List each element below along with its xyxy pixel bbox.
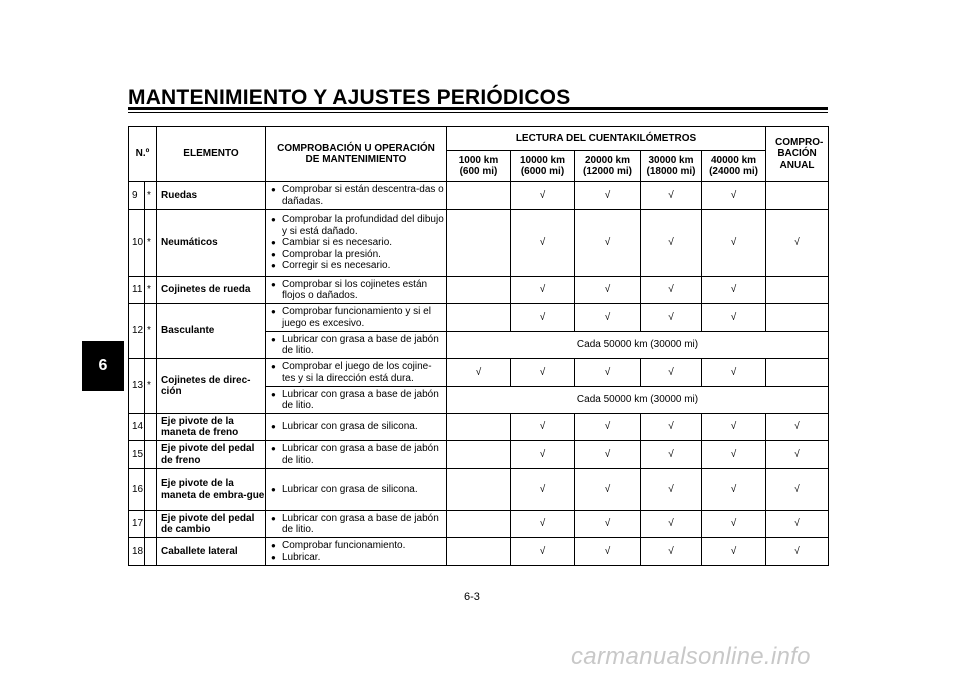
operation-item: ● Lubricar con grasa a base de jabón de litio. <box>270 389 444 412</box>
operation-list <box>270 513 444 536</box>
check-mark: √ <box>702 414 766 441</box>
chapter-tab-marker: 6 <box>82 341 124 391</box>
check-mark: √ <box>641 182 702 210</box>
check-mark: √ <box>641 304 702 332</box>
check-mark: √ <box>575 359 641 387</box>
header-operation: COMPROBACIÓN U OPERACIÓN DE MANTENIMIENTO <box>266 127 447 182</box>
row-star: * <box>145 277 157 304</box>
check-mark: √ <box>575 469 641 511</box>
operation-list <box>270 306 444 329</box>
header-km-value: 1000 km <box>458 154 499 166</box>
operation-item: ● Lubricar con grasa a base de jabón de litio. <box>270 513 444 536</box>
row-operation <box>266 414 447 441</box>
operation-item: ● Corregir si es necesario. <box>270 260 444 272</box>
check-mark: √ <box>702 210 766 277</box>
operation-list <box>270 279 444 302</box>
check-mark: √ <box>766 210 829 277</box>
row-star <box>145 538 157 566</box>
check-mark: √ <box>511 538 575 566</box>
check-mark: √ <box>575 210 641 277</box>
operation-list <box>270 361 444 384</box>
check-mark: √ <box>511 182 575 210</box>
header-km-4 <box>702 151 766 182</box>
row-element: Eje pivote del pedal de cambio <box>157 511 266 538</box>
check-mark: √ <box>766 414 829 441</box>
header-km-value: 30000 km <box>648 154 694 166</box>
page-number: 6-3 <box>464 591 480 603</box>
check-mark: √ <box>702 304 766 332</box>
table-row <box>129 511 829 538</box>
check-cell <box>447 182 511 210</box>
check-mark: √ <box>641 359 702 387</box>
operation-list <box>270 334 444 357</box>
check-cell <box>447 469 511 511</box>
row-star: * <box>145 210 157 277</box>
maintenance-table <box>128 126 829 566</box>
row-operation <box>266 359 447 387</box>
row-operation <box>266 304 447 332</box>
check-mark: √ <box>575 277 641 304</box>
check-cell <box>447 511 511 538</box>
check-mark: √ <box>511 359 575 387</box>
table-row <box>129 182 829 210</box>
operation-item: ● Comprobar la presión. <box>270 249 444 261</box>
check-mark: √ <box>575 538 641 566</box>
row-number: 10 <box>129 210 145 277</box>
table-row <box>129 469 829 511</box>
header-element: ELEMENTO <box>157 127 266 182</box>
row-operation <box>266 210 447 277</box>
check-mark: √ <box>511 441 575 469</box>
row-star: * <box>145 359 157 414</box>
operation-item: ● Comprobar si están descentra-das o dañadas. <box>270 184 444 207</box>
page-title: MANTENIMIENTO Y AJUSTES PERIÓDICOS <box>128 86 571 109</box>
title-rule-thin <box>128 112 828 113</box>
header-mi-value: (600 mi) <box>459 166 498 177</box>
header-mi-value: (6000 mi) <box>520 166 565 177</box>
check-mark: √ <box>641 277 702 304</box>
operation-item: ● Lubricar con grasa de silicona. <box>270 421 444 433</box>
check-cell <box>447 210 511 277</box>
row-number: 9 <box>129 182 145 210</box>
interval-note: Cada 50000 km (30000 mi) <box>447 387 829 414</box>
check-mark: √ <box>702 182 766 210</box>
check-mark: √ <box>575 414 641 441</box>
check-mark: √ <box>511 511 575 538</box>
check-mark: √ <box>641 414 702 441</box>
operation-list <box>270 389 444 412</box>
row-number: 13 <box>129 359 145 414</box>
table-row <box>129 538 829 566</box>
row-star <box>145 441 157 469</box>
check-mark: √ <box>575 441 641 469</box>
check-mark: √ <box>702 359 766 387</box>
operation-item: ● Comprobar el juego de los cojine-tes y si la dirección está dura. <box>270 361 444 384</box>
header-km-value: 20000 km <box>584 154 631 166</box>
row-element: Caballete lateral <box>157 538 266 566</box>
row-operation <box>266 469 447 511</box>
row-operation <box>266 277 447 304</box>
operation-item: ● Cambiar si es necesario. <box>270 237 444 249</box>
check-cell <box>447 304 511 332</box>
header-km-1 <box>511 151 575 182</box>
check-mark: √ <box>766 441 829 469</box>
check-mark: √ <box>575 182 641 210</box>
row-star <box>145 469 157 511</box>
check-cell <box>766 182 829 210</box>
header-km-value: 40000 km <box>711 154 757 166</box>
row-operation <box>266 182 447 210</box>
header-num: N.º <box>129 127 157 182</box>
check-mark: √ <box>511 277 575 304</box>
row-star <box>145 414 157 441</box>
check-mark: √ <box>575 511 641 538</box>
check-cell <box>766 359 829 387</box>
row-star: * <box>145 304 157 359</box>
check-mark: √ <box>702 538 766 566</box>
check-mark: √ <box>575 304 641 332</box>
table-row <box>129 304 829 332</box>
check-mark: √ <box>511 469 575 511</box>
check-mark: √ <box>641 469 702 511</box>
row-operation <box>266 441 447 469</box>
table-row <box>129 210 829 277</box>
check-mark: √ <box>702 469 766 511</box>
header-km-0 <box>447 151 511 182</box>
check-mark: √ <box>511 304 575 332</box>
row-number: 12 <box>129 304 145 359</box>
check-mark: √ <box>641 210 702 277</box>
check-mark: √ <box>511 210 575 277</box>
table-row <box>129 359 829 387</box>
check-mark: √ <box>766 469 829 511</box>
row-operation <box>266 387 447 414</box>
check-mark: √ <box>766 511 829 538</box>
watermark-text: carmanualsonline.info <box>571 643 811 670</box>
operation-item: ● Lubricar con grasa a base de jabón de litio. <box>270 443 444 466</box>
row-operation <box>266 332 447 359</box>
row-number: 11 <box>129 277 145 304</box>
operation-item: ● Comprobar la profundidad del dibujo y si está dañado. <box>270 214 444 237</box>
row-operation <box>266 538 447 566</box>
header-annual: COMPRO-BACIÓN ANUAL <box>766 127 829 182</box>
table-row <box>129 277 829 304</box>
check-mark: √ <box>511 414 575 441</box>
row-element: Neumáticos <box>157 210 266 277</box>
row-element: Eje pivote de la maneta de embra-gue <box>157 469 266 511</box>
operation-list <box>270 214 444 272</box>
check-cell <box>766 277 829 304</box>
table-body <box>129 182 829 566</box>
interval-note: Cada 50000 km (30000 mi) <box>447 332 829 359</box>
operation-item: ● Comprobar funcionamiento y si el juego es excesivo. <box>270 306 444 329</box>
operation-item: ● Lubricar con grasa a base de jabón de litio. <box>270 334 444 357</box>
operation-list <box>270 540 444 563</box>
operation-list <box>270 443 444 466</box>
row-number: 16 <box>129 469 145 511</box>
operation-item: ● Lubricar con grasa de silicona. <box>270 484 444 496</box>
header-km-value: 10000 km <box>519 154 566 166</box>
check-cell <box>447 538 511 566</box>
row-number: 14 <box>129 414 145 441</box>
check-mark: √ <box>641 538 702 566</box>
operation-list <box>270 421 444 433</box>
row-operation <box>266 511 447 538</box>
row-element: Eje pivote de la maneta de freno <box>157 414 266 441</box>
row-element: Cojinetes de rueda <box>157 277 266 304</box>
row-element: Cojinetes de direc-ción <box>157 359 266 414</box>
check-mark: √ <box>641 511 702 538</box>
check-mark: √ <box>702 441 766 469</box>
row-element: Basculante <box>157 304 266 359</box>
check-cell <box>766 304 829 332</box>
header-km-3 <box>641 151 702 182</box>
row-element: Eje pivote del pedal de freno <box>157 441 266 469</box>
header-km-2 <box>575 151 641 182</box>
check-cell <box>447 441 511 469</box>
row-star <box>145 511 157 538</box>
header-odometer: LECTURA DEL CUENTAKILÓMETROS <box>447 127 766 151</box>
check-mark: √ <box>766 538 829 566</box>
check-cell <box>447 277 511 304</box>
check-cell <box>447 414 511 441</box>
row-number: 18 <box>129 538 145 566</box>
check-mark: √ <box>641 441 702 469</box>
row-number: 15 <box>129 441 145 469</box>
table-header <box>129 127 829 182</box>
check-mark: √ <box>702 277 766 304</box>
operation-item: ● Lubricar. <box>270 552 444 564</box>
row-number: 17 <box>129 511 145 538</box>
table-row <box>129 414 829 441</box>
title-rule-thick <box>128 107 828 110</box>
row-star: * <box>145 182 157 210</box>
header-mi-value: (12000 mi) <box>583 166 632 177</box>
operation-list <box>270 484 444 496</box>
operation-item: ● Comprobar funcionamiento. <box>270 540 444 552</box>
table-row <box>129 441 829 469</box>
row-element: Ruedas <box>157 182 266 210</box>
operation-item: ● Comprobar si los cojinetes están flojos o dañados. <box>270 279 444 302</box>
header-mi-value: (24000 mi) <box>709 166 758 177</box>
check-mark: √ <box>702 511 766 538</box>
header-mi-value: (18000 mi) <box>646 166 696 177</box>
check-mark: √ <box>447 359 511 387</box>
operation-list <box>270 184 444 207</box>
